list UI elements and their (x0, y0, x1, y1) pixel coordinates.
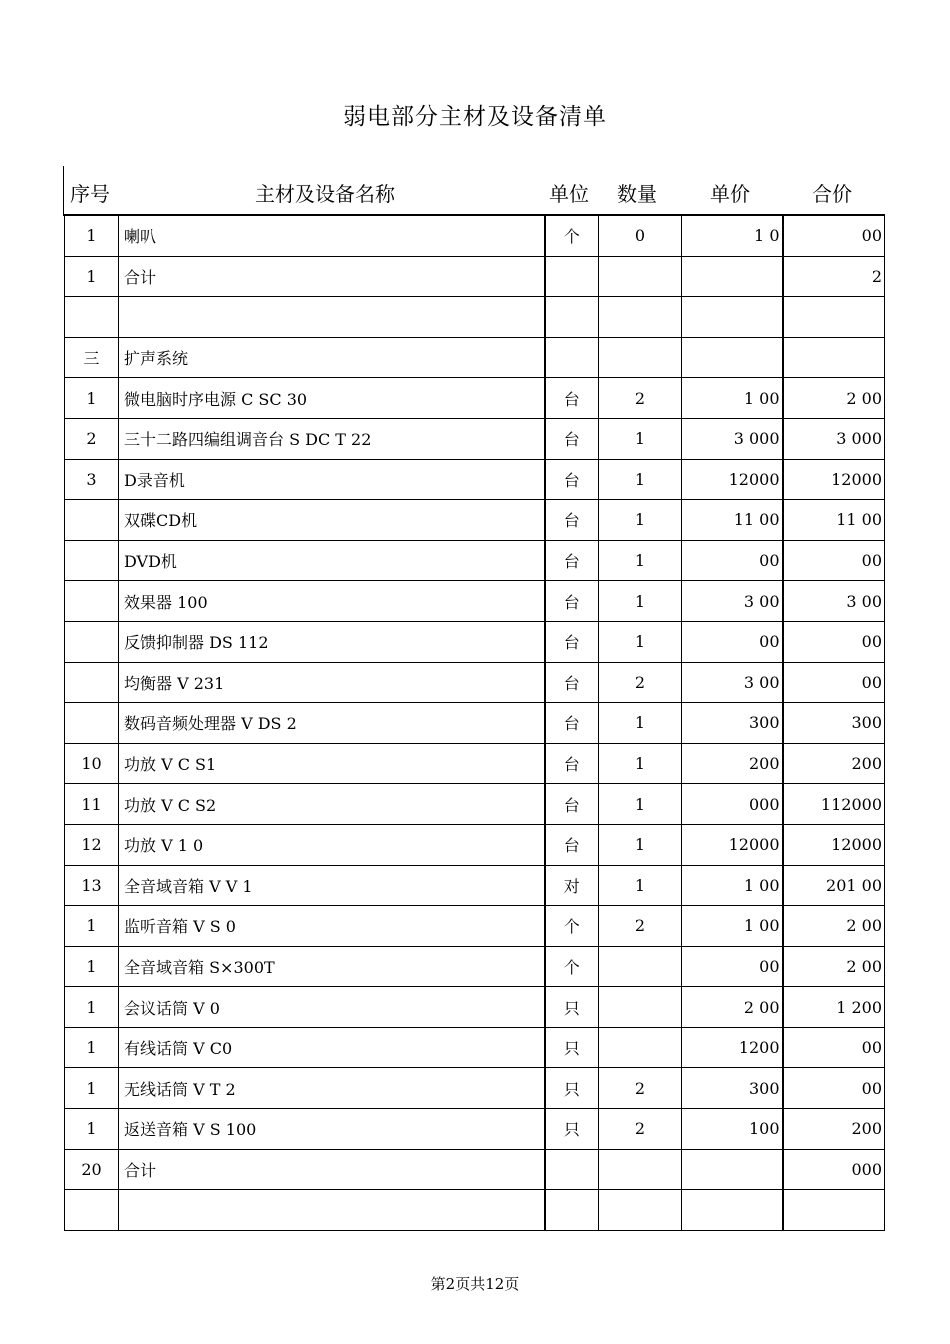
table-row (65, 459, 885, 500)
item-unit (545, 337, 599, 378)
table-header (0, 170, 950, 214)
row-number (65, 540, 119, 581)
table-row (65, 297, 885, 338)
table-row (65, 378, 885, 419)
row-number: 2 (65, 418, 119, 459)
table-row (65, 1109, 885, 1150)
item-name: 返送音箱 V S 100 (119, 1109, 545, 1150)
item-total-price (783, 337, 885, 378)
item-unit: 只 (545, 1027, 599, 1068)
table-row (65, 987, 885, 1028)
table-row (65, 784, 885, 825)
item-quantity: 1 (599, 621, 682, 662)
item-total-price: 2 (783, 256, 885, 297)
item-quantity (599, 1149, 682, 1190)
table-row (65, 215, 885, 256)
row-number: 1 (65, 256, 119, 297)
item-quantity: 2 (599, 1109, 682, 1150)
item-name: 全音域音箱 S×300T (119, 946, 545, 987)
table-row (65, 1190, 885, 1231)
table-row (65, 824, 885, 865)
row-number: 1 (65, 987, 119, 1028)
item-name: 无线话筒 V T 2 (119, 1068, 545, 1109)
table-row (65, 256, 885, 297)
header-unit: 单位 (549, 182, 589, 206)
item-total-price: 300 (783, 703, 885, 744)
item-total-price: 12000 (783, 824, 885, 865)
item-unit: 台 (545, 743, 599, 784)
item-total-price: 200 (783, 1109, 885, 1150)
header-qty: 数量 (617, 182, 657, 206)
item-unit: 个 (545, 946, 599, 987)
item-total-price: 2 00 (783, 906, 885, 947)
item-total-price: 200 (783, 743, 885, 784)
row-number (65, 1190, 119, 1231)
item-unit-price: 1 0 (682, 215, 783, 256)
table-row (65, 1027, 885, 1068)
item-unit-price: 1200 (682, 1027, 783, 1068)
item-unit: 台 (545, 378, 599, 419)
header-no: 序号 (70, 182, 110, 206)
item-unit: 对 (545, 865, 599, 906)
item-unit: 台 (545, 418, 599, 459)
item-quantity: 2 (599, 906, 682, 947)
page-footer: 第2页共12页 (430, 1275, 520, 1293)
row-number: 13 (65, 865, 119, 906)
item-name: 功放 V C S1 (119, 743, 545, 784)
item-total-price (783, 1190, 885, 1231)
row-number: 1 (65, 946, 119, 987)
item-unit-price: 300 (682, 1068, 783, 1109)
item-total-price: 2 00 (783, 946, 885, 987)
item-unit: 只 (545, 1109, 599, 1150)
item-name: 合计 (119, 1149, 545, 1190)
item-total-price: 00 (783, 1027, 885, 1068)
item-total-price (783, 297, 885, 338)
row-number (65, 500, 119, 541)
table-row (65, 703, 885, 744)
item-unit (545, 297, 599, 338)
item-quantity: 1 (599, 865, 682, 906)
item-name: 反馈抑制器 DS 112 (119, 621, 545, 662)
item-name: 监听音箱 V S 0 (119, 906, 545, 947)
table-row (65, 1068, 885, 1109)
item-quantity: 1 (599, 743, 682, 784)
item-unit-price (682, 337, 783, 378)
item-quantity (599, 1190, 682, 1231)
table-row (65, 540, 885, 581)
item-name: D录音机 (119, 459, 545, 500)
item-unit-price: 1 00 (682, 906, 783, 947)
item-name: 全音域音箱 V V 1 (119, 865, 545, 906)
item-unit: 台 (545, 703, 599, 744)
item-quantity: 1 (599, 500, 682, 541)
table-row (65, 337, 885, 378)
item-unit-price: 000 (682, 784, 783, 825)
page-title: 弱电部分主材及设备清单 (343, 104, 607, 130)
item-name: 扩声系统 (119, 337, 545, 378)
row-number: 3 (65, 459, 119, 500)
item-quantity: 1 (599, 459, 682, 500)
item-unit-price (682, 1190, 783, 1231)
item-total-price: 11 00 (783, 500, 885, 541)
item-name: 微电脑时序电源 C SC 30 (119, 378, 545, 419)
item-unit (545, 1149, 599, 1190)
item-total-price: 112000 (783, 784, 885, 825)
item-unit-price: 3 000 (682, 418, 783, 459)
item-unit-price: 11 00 (682, 500, 783, 541)
item-unit-price: 1 00 (682, 378, 783, 419)
equipment-table (64, 214, 885, 1231)
item-name: 功放 V C S2 (119, 784, 545, 825)
row-number (65, 703, 119, 744)
item-quantity (599, 337, 682, 378)
table-row (65, 865, 885, 906)
item-total-price: 12000 (783, 459, 885, 500)
header-price: 单价 (710, 182, 750, 206)
item-name: 效果器 100 (119, 581, 545, 622)
table-row (65, 662, 885, 703)
item-unit-price: 2 00 (682, 987, 783, 1028)
row-number (65, 662, 119, 703)
item-total-price: 3 000 (783, 418, 885, 459)
item-quantity (599, 256, 682, 297)
row-number: 1 (65, 1027, 119, 1068)
item-unit: 台 (545, 824, 599, 865)
item-unit-price: 300 (682, 703, 783, 744)
item-quantity: 1 (599, 540, 682, 581)
item-quantity: 1 (599, 824, 682, 865)
item-quantity: 2 (599, 1068, 682, 1109)
row-number: 1 (65, 1109, 119, 1150)
item-name: 数码音频处理器 V DS 2 (119, 703, 545, 744)
item-total-price: 3 00 (783, 581, 885, 622)
row-number: 1 (65, 906, 119, 947)
table-row (65, 1149, 885, 1190)
item-unit: 个 (545, 906, 599, 947)
row-number: 11 (65, 784, 119, 825)
row-number: 20 (65, 1149, 119, 1190)
item-unit-price: 3 00 (682, 662, 783, 703)
item-name: 均衡器 V 231 (119, 662, 545, 703)
table-row (65, 621, 885, 662)
item-total-price: 00 (783, 662, 885, 703)
row-number: 1 (65, 1068, 119, 1109)
item-total-price: 2 00 (783, 378, 885, 419)
item-unit-price: 12000 (682, 459, 783, 500)
item-quantity: 1 (599, 703, 682, 744)
item-unit-price: 1 00 (682, 865, 783, 906)
item-unit-price (682, 256, 783, 297)
header-name: 主材及设备名称 (255, 182, 395, 206)
row-number (65, 621, 119, 662)
item-unit-price: 3 00 (682, 581, 783, 622)
item-total-price: 00 (783, 1068, 885, 1109)
item-total-price: 00 (783, 621, 885, 662)
row-number: 12 (65, 824, 119, 865)
row-number: 10 (65, 743, 119, 784)
item-name: 双碟CD机 (119, 500, 545, 541)
item-quantity (599, 946, 682, 987)
item-quantity: 2 (599, 378, 682, 419)
item-unit: 台 (545, 581, 599, 622)
table-row (65, 500, 885, 541)
row-number (65, 297, 119, 338)
item-unit-price: 12000 (682, 824, 783, 865)
item-quantity (599, 987, 682, 1028)
item-unit: 只 (545, 987, 599, 1028)
item-unit-price: 100 (682, 1109, 783, 1150)
item-unit: 台 (545, 540, 599, 581)
item-unit: 台 (545, 459, 599, 500)
item-name (119, 1190, 545, 1231)
item-quantity: 0 (599, 215, 682, 256)
item-quantity: 1 (599, 581, 682, 622)
header-total: 合价 (812, 182, 852, 206)
item-total-price: 000 (783, 1149, 885, 1190)
item-unit-price: 200 (682, 743, 783, 784)
item-unit: 台 (545, 662, 599, 703)
item-name: 三十二路四编组调音台 S DC T 22 (119, 418, 545, 459)
item-total-price: 00 (783, 540, 885, 581)
item-unit: 台 (545, 500, 599, 541)
item-name: 有线话筒 V C0 (119, 1027, 545, 1068)
item-unit-price: 00 (682, 946, 783, 987)
item-quantity (599, 1027, 682, 1068)
table-row (65, 418, 885, 459)
item-quantity: 2 (599, 662, 682, 703)
item-unit-price: 00 (682, 540, 783, 581)
item-total-price: 1 200 (783, 987, 885, 1028)
row-number: 三 (65, 337, 119, 378)
item-unit: 台 (545, 784, 599, 825)
item-quantity: 1 (599, 418, 682, 459)
table-row (65, 906, 885, 947)
item-unit: 只 (545, 1068, 599, 1109)
item-unit (545, 1190, 599, 1231)
item-quantity: 1 (599, 784, 682, 825)
item-unit: 个 (545, 215, 599, 256)
table-row (65, 581, 885, 622)
item-name: 会议话筒 V 0 (119, 987, 545, 1028)
item-unit-price: 00 (682, 621, 783, 662)
item-name: 功放 V 1 0 (119, 824, 545, 865)
item-unit-price (682, 297, 783, 338)
table-row (65, 743, 885, 784)
item-name (119, 297, 545, 338)
row-number: 1 (65, 215, 119, 256)
item-unit-price (682, 1149, 783, 1190)
item-total-price: 201 00 (783, 865, 885, 906)
row-number: 1 (65, 378, 119, 419)
item-total-price: 00 (783, 215, 885, 256)
table-row (65, 946, 885, 987)
row-number (65, 581, 119, 622)
item-name: 合计 (119, 256, 545, 297)
item-unit: 台 (545, 621, 599, 662)
item-unit (545, 256, 599, 297)
item-name: DVD机 (119, 540, 545, 581)
item-name: 喇叭 (119, 215, 545, 256)
item-quantity (599, 297, 682, 338)
